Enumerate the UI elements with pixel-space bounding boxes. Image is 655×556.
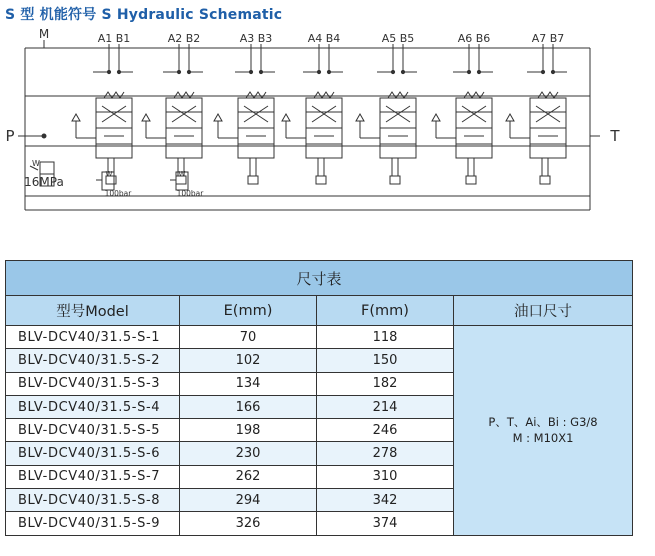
- port-label: A3 B3: [239, 32, 273, 45]
- e-cell: 102: [180, 349, 317, 372]
- f-cell: 374: [317, 512, 454, 535]
- port-label: A6 B6: [457, 32, 491, 45]
- valve-block: [456, 98, 492, 112]
- f-cell: 310: [317, 465, 454, 488]
- port-label: A2 B2: [167, 32, 201, 45]
- lever-handle: [390, 176, 400, 184]
- relief-pressure-label: 16MPa: [24, 175, 64, 189]
- junction-dot: [551, 70, 554, 73]
- junction-dot: [401, 70, 404, 73]
- e-cell: 198: [180, 419, 317, 442]
- e-cell: 166: [180, 395, 317, 418]
- model-cell: BLV-DCV40/31.5-S-5: [6, 419, 180, 442]
- check-valve-icon: [282, 114, 290, 121]
- junction-dot: [259, 70, 262, 73]
- lever-handle: [540, 176, 550, 184]
- port-label: A7 B7: [531, 32, 565, 45]
- model-cell: BLV-DCV40/31.5-S-9: [6, 512, 180, 535]
- model-cell: BLV-DCV40/31.5-S-1: [6, 326, 180, 349]
- f-cell: 214: [317, 395, 454, 418]
- valve-block: [530, 98, 566, 112]
- spring-icon: [538, 92, 558, 98]
- model-cell: BLV-DCV40/31.5-S-6: [6, 442, 180, 465]
- table-caption: 尺寸表: [6, 261, 633, 296]
- label-m: M: [38, 27, 50, 41]
- check-valve-icon: [142, 114, 150, 121]
- spring-marker: W: [178, 170, 186, 178]
- spring-icon: [246, 92, 266, 98]
- junction-dot: [391, 70, 394, 73]
- f-cell: 342: [317, 489, 454, 512]
- e-cell: 70: [180, 326, 317, 349]
- f-cell: 246: [317, 419, 454, 442]
- port-label: A5 B5: [381, 32, 415, 45]
- valve-block: [306, 98, 342, 112]
- valve-block: [380, 98, 416, 112]
- model-cell: BLV-DCV40/31.5-S-2: [6, 349, 180, 372]
- e-cell: 230: [180, 442, 317, 465]
- port-size-line: P、T、Ai、Bi : G3/8: [488, 415, 598, 430]
- junction-dot: [107, 70, 110, 73]
- lever-handle: [248, 176, 258, 184]
- junction-dot: [467, 70, 470, 73]
- f-cell: 118: [317, 326, 454, 349]
- model-cell: BLV-DCV40/31.5-S-7: [6, 465, 180, 488]
- column-header: F(mm): [317, 296, 454, 326]
- column-header: 型号Model: [6, 296, 180, 326]
- e-cell: 134: [180, 372, 317, 395]
- model-cell: BLV-DCV40/31.5-S-8: [6, 489, 180, 512]
- e-cell: 326: [180, 512, 317, 535]
- section-relief-label: 100bar: [104, 189, 132, 198]
- column-header: E(mm): [180, 296, 317, 326]
- valve-block: [238, 98, 274, 112]
- table-row: [6, 326, 633, 349]
- spring-marker: W: [105, 170, 113, 178]
- e-cell: 262: [180, 465, 317, 488]
- junction-dot: [477, 70, 480, 73]
- spring-icon: [174, 92, 194, 98]
- dimension-table: [5, 260, 633, 536]
- junction-dot: [249, 70, 252, 73]
- check-valve-icon: [356, 114, 364, 121]
- f-cell: 182: [317, 372, 454, 395]
- e-cell: 294: [180, 489, 317, 512]
- column-header: 油口尺寸: [454, 296, 633, 326]
- junction-dot: [42, 134, 46, 138]
- spring-icon: [104, 92, 124, 98]
- valve-block: [166, 98, 202, 112]
- f-cell: 150: [317, 349, 454, 372]
- check-valve-icon: [214, 114, 222, 121]
- junction-dot: [327, 70, 330, 73]
- valve-block: [96, 98, 132, 112]
- port-label: A4 B4: [307, 32, 341, 45]
- junction-dot: [541, 70, 544, 73]
- label-t: T: [610, 127, 620, 145]
- page-title: S 型 机能符号 S Hydraulic Schematic: [5, 7, 283, 23]
- junction-dot: [117, 70, 120, 73]
- section-relief-label: 100bar: [176, 189, 204, 198]
- junction-dot: [317, 70, 320, 73]
- port-size-line: M : M10X1: [512, 431, 574, 446]
- check-valve-icon: [432, 114, 440, 121]
- lever-handle: [316, 176, 326, 184]
- port-size-cell: [454, 326, 633, 536]
- hydraulic-schematic: [0, 26, 655, 252]
- model-cell: BLV-DCV40/31.5-S-3: [6, 372, 180, 395]
- junction-dot: [177, 70, 180, 73]
- label-p: P: [5, 127, 15, 145]
- spring-icon: [388, 92, 408, 98]
- check-valve-icon: [72, 114, 80, 121]
- junction-dot: [187, 70, 190, 73]
- model-cell: BLV-DCV40/31.5-S-4: [6, 395, 180, 418]
- port-label: A1 B1: [97, 32, 131, 45]
- f-cell: 278: [317, 442, 454, 465]
- spring-icon: [464, 92, 484, 98]
- spring-icon: [314, 92, 334, 98]
- spring-marker: W: [32, 159, 40, 168]
- check-valve-icon: [506, 114, 514, 121]
- lever-handle: [466, 176, 476, 184]
